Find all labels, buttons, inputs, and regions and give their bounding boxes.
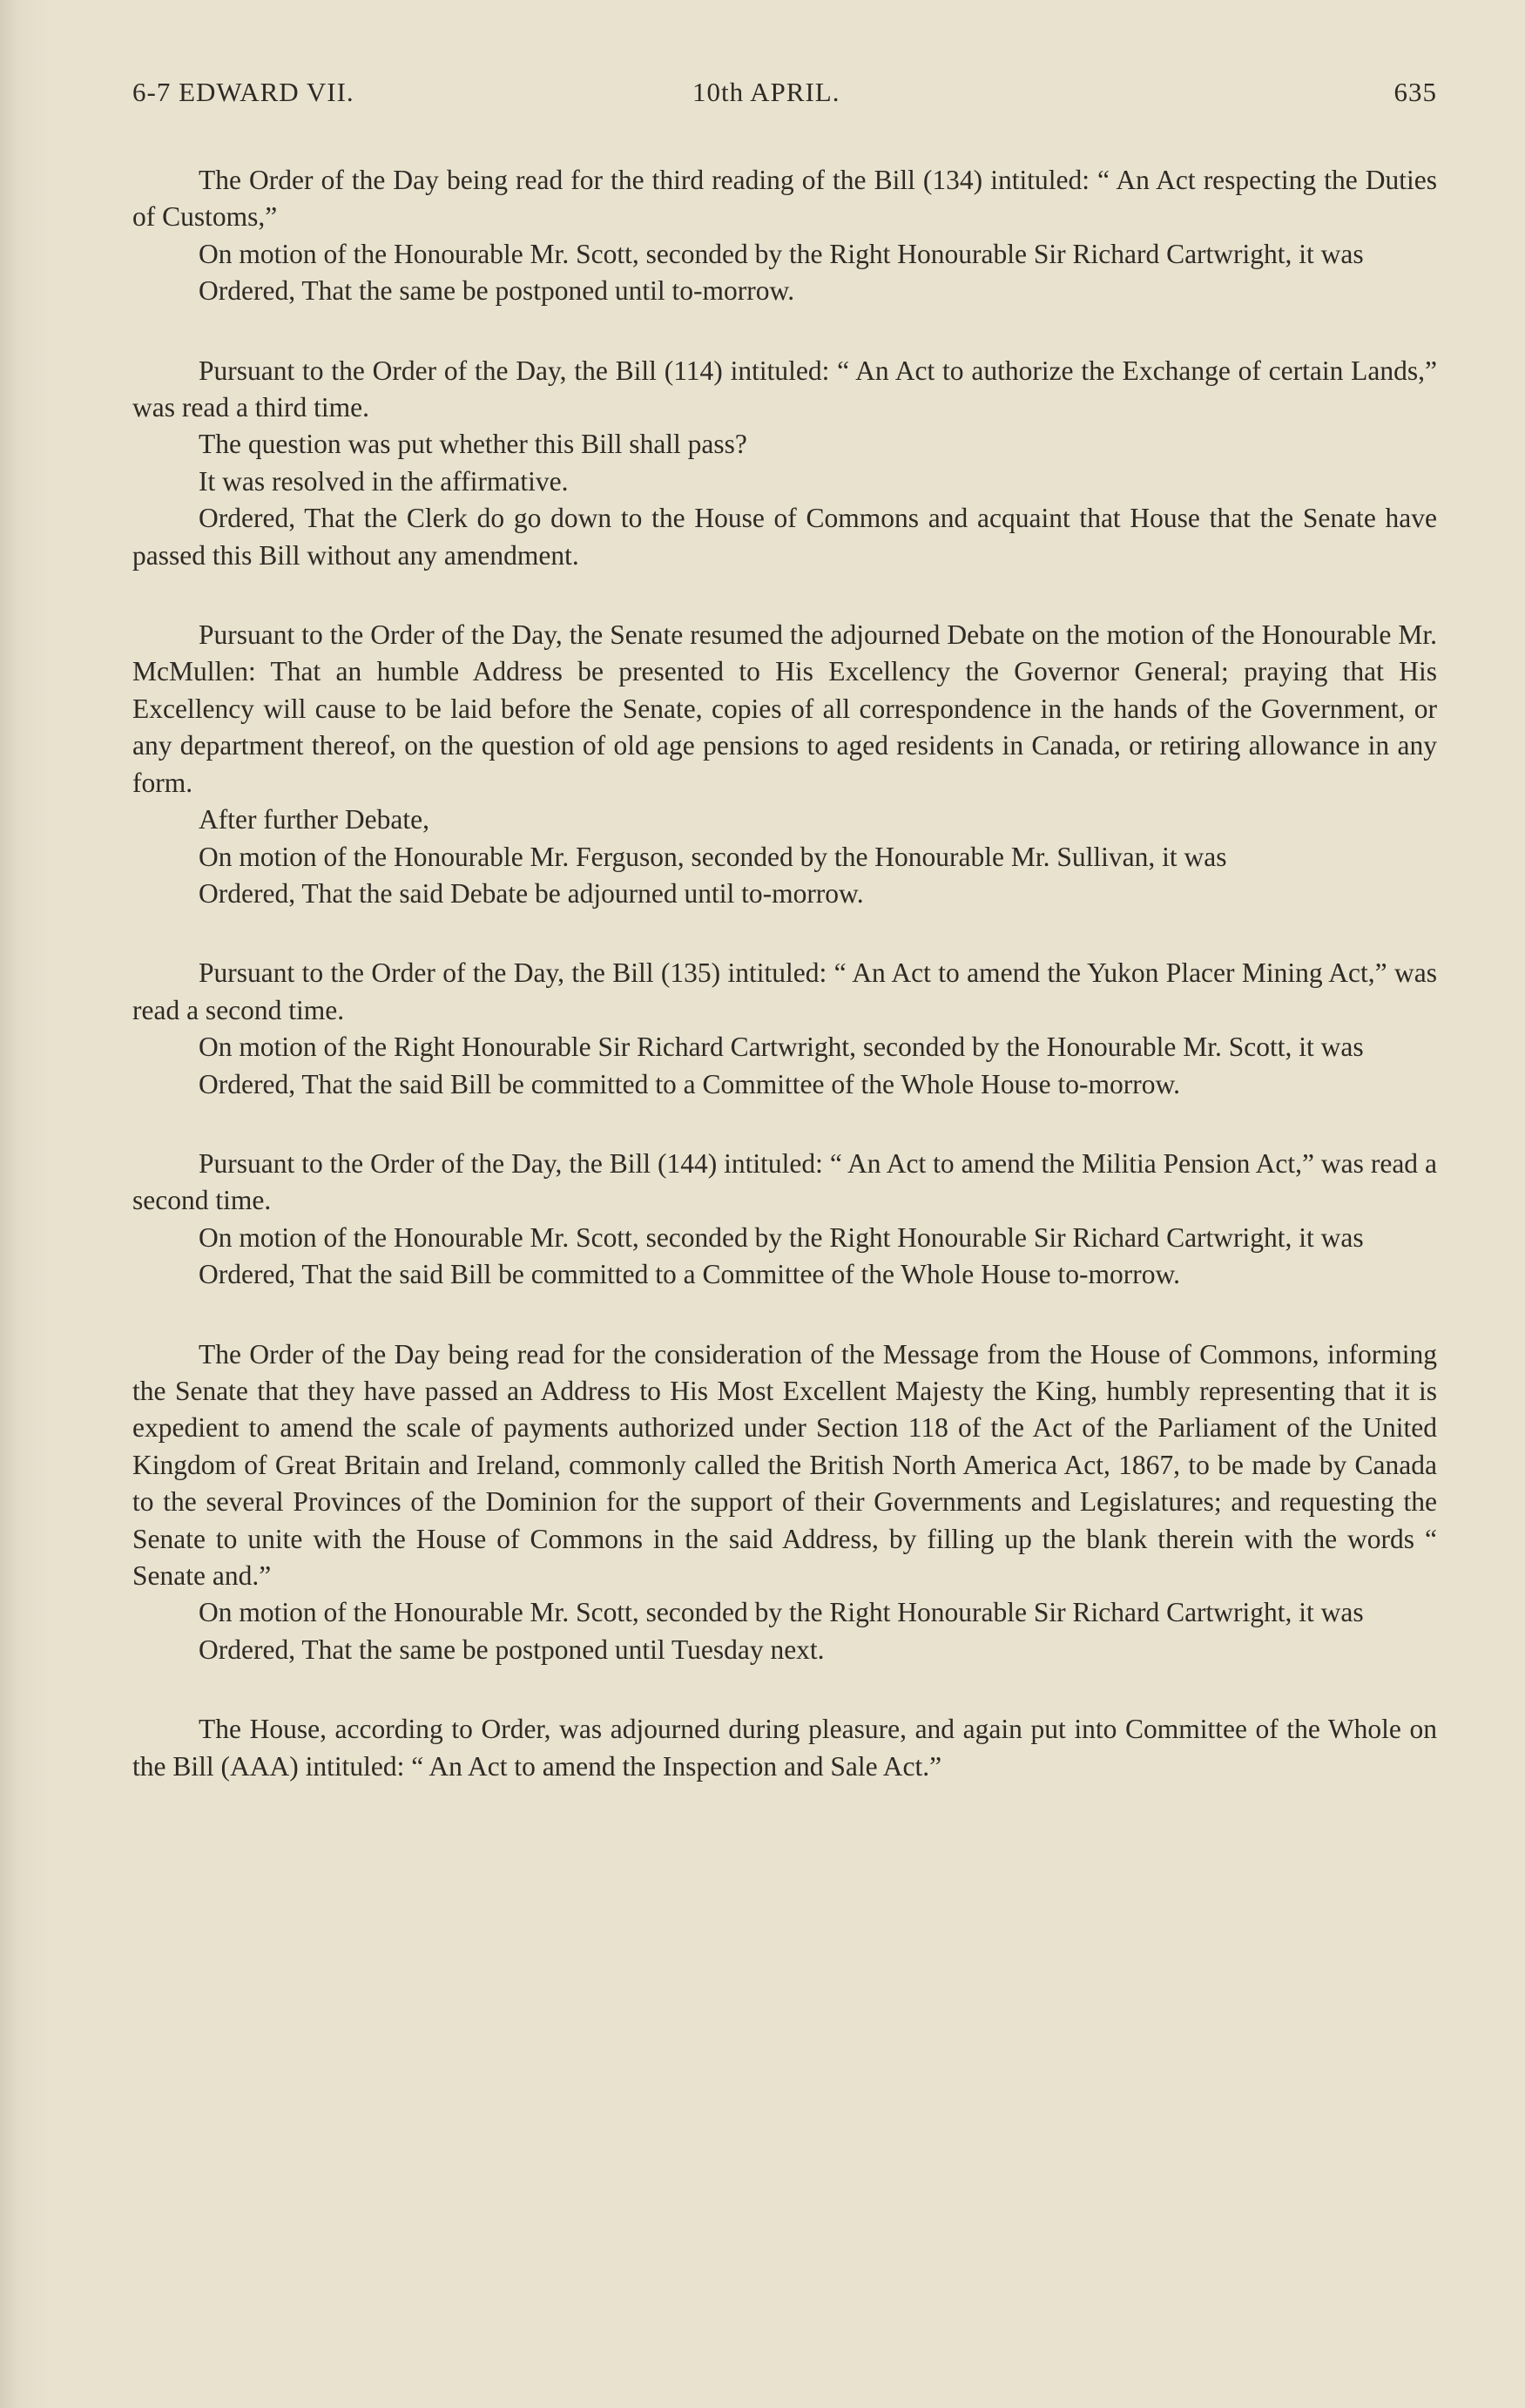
page-number: 635	[1393, 77, 1437, 107]
paragraph: Pursuant to the Order of the Day, the Bill (135) intituled: “ An Act to amend the Yukon Placer Mining Act,” was read a second time.	[132, 957, 1437, 1025]
session-label: 6-7 EDWARD VII.	[132, 77, 354, 107]
paragraph: On motion of the Right Honourable Sir Richard Cartwright, seconded by the Honourable Mr. Scott, it was	[199, 1032, 1364, 1063]
paragraph: Pursuant to the Order of the Day, the Bill (144) intituled: “ An Act to amend the Militia Pension Act,” was read a second time.	[132, 1147, 1437, 1216]
paragraph: The Order of the Day being read for the consideration of the Message from the House of Commons, informing the Senate that they have passed an Address to His Most Excellent Majesty the King, humbly representing that it is expedient to amend the scale of payments authorized under Section 118 of the Act of the Parliament of the United Kingdom of Great Britain and Ireland, commonly called the British North America Act, 1867, to be made by Canada to the several Provinces of the Dominion for the support of their Governments and Legislatures; and requesting the Senate to unite with the House of Commons in the said Address, by filling up the blank therein with the words “ Senate and.”	[132, 1338, 1437, 1591]
entry-bill-144	[132, 1146, 1437, 1294]
paragraph: Ordered, That the said Debate be adjourned until to-morrow.	[199, 877, 864, 909]
paragraph: On motion of the Honourable Mr. Scott, seconded by the Right Honourable Sir Richard Cartwright, it was	[199, 1597, 1364, 1628]
entry-commons-message	[132, 1336, 1437, 1669]
paragraph: Ordered, That the said Bill be committed to a Committee of the Whole House to-morrow.	[199, 1259, 1181, 1290]
running-header	[132, 77, 1437, 112]
paragraph: Ordered, That the Clerk do go down to the House of Commons and acquaint that House that the Senate have passed this Bill without any amendment.	[132, 503, 1437, 571]
paragraph: On motion of the Honourable Mr. Scott, seconded by the Right Honourable Sir Richard Cartwright, it was	[199, 1221, 1364, 1253]
entry-bill-aaa	[132, 1711, 1437, 1785]
journal-body	[132, 162, 1437, 1785]
paragraph: Ordered, That the same be postponed until Tuesday next.	[199, 1634, 825, 1665]
paragraph: On motion of the Honourable Mr. Ferguson, seconded by the Honourable Mr. Sullivan, it was	[199, 841, 1227, 872]
paragraph: After further Debate,	[199, 804, 429, 835]
paragraph: The question was put whether this Bill shall pass?	[199, 429, 747, 460]
entry-bill-114	[132, 353, 1437, 574]
entry-pensions-debate	[132, 617, 1437, 912]
paragraph: It was resolved in the affirmative.	[199, 465, 569, 497]
entry-bill-134	[132, 162, 1437, 310]
paragraph: On motion of the Honourable Mr. Scott, seconded by the Right Honourable Sir Richard Cartwright, it was	[199, 238, 1364, 269]
paragraph: Pursuant to the Order of the Day, the Bill (114) intituled: “ An Act to authorize the Exchange of certain Lands,” was read a third time.	[132, 355, 1437, 423]
paragraph: The Order of the Day being read for the third reading of the Bill (134) intituled: “ An Act respecting the Duties of Customs,”	[132, 165, 1437, 233]
date-label: 10th APRIL.	[692, 77, 840, 107]
entry-bill-135	[132, 955, 1437, 1103]
paragraph: The House, according to Order, was adjourned during pleasure, and again put into Committee of the Whole on the Bill (AAA) intituled: “ An Act to amend the Inspection and Sale Act.”	[132, 1714, 1437, 1782]
paragraph: Ordered, That the said Bill be committed to a Committee of the Whole House to-morrow.	[199, 1068, 1181, 1099]
paragraph: Pursuant to the Order of the Day, the Senate resumed the adjourned Debate on the motion of the Honourable Mr. McMullen: That an humble Address be presented to His Excellency the Governor General; praying that His Excellency will cause to be laid before the Senate, copies of all correspondence in the hands of the Government, or any department thereof, on the question of old age pensions to aged residents in Canada, or retiring allowance in any form.	[132, 619, 1437, 798]
paragraph: Ordered, That the same be postponed until to-morrow.	[199, 275, 795, 307]
